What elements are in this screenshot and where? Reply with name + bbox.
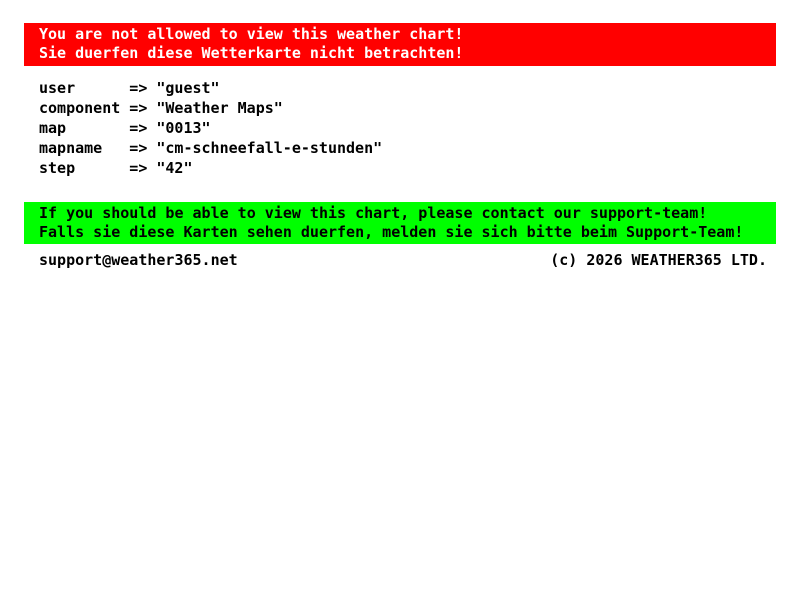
- detail-row-component: [39, 98, 382, 118]
- detail-key: map: [39, 119, 67, 137]
- request-details: [39, 78, 382, 178]
- access-denied-message-en: You are not allowed to view this weather chart!: [39, 25, 464, 43]
- support-email: support@weather365.net: [39, 251, 238, 269]
- detail-row-step: [39, 158, 382, 178]
- detail-value: "cm-schneefall-e-stunden": [156, 139, 383, 157]
- access-denied-message-de: Sie duerfen diese Wetterkarte nicht betrachten!: [39, 44, 464, 62]
- detail-key: user: [39, 79, 76, 97]
- detail-value: "42": [156, 159, 193, 177]
- detail-key: step: [39, 159, 76, 177]
- detail-arrow: =>: [129, 79, 148, 97]
- footer: [39, 250, 767, 270]
- detail-value: "guest": [156, 79, 220, 97]
- detail-arrow: =>: [129, 159, 148, 177]
- detail-value: "0013": [156, 119, 211, 137]
- support-message-de: Falls sie diese Karten sehen duerfen, melden sie sich bitte beim Support-Team!: [39, 223, 744, 241]
- detail-arrow: =>: [129, 99, 148, 117]
- detail-value: "Weather Maps": [156, 99, 283, 117]
- copyright-notice: (c) 2026 WEATHER365 LTD.: [550, 251, 767, 269]
- detail-arrow: =>: [129, 119, 148, 137]
- detail-row-map: [39, 118, 382, 138]
- support-info-banner: [24, 202, 776, 244]
- detail-key: component: [39, 99, 121, 117]
- detail-key: mapname: [39, 139, 103, 157]
- detail-row-user: [39, 78, 382, 98]
- detail-row-mapname: [39, 138, 382, 158]
- access-denied-banner: [24, 23, 776, 66]
- detail-arrow: =>: [129, 139, 148, 157]
- support-message-en: If you should be able to view this chart, please contact our support-team!: [39, 204, 708, 222]
